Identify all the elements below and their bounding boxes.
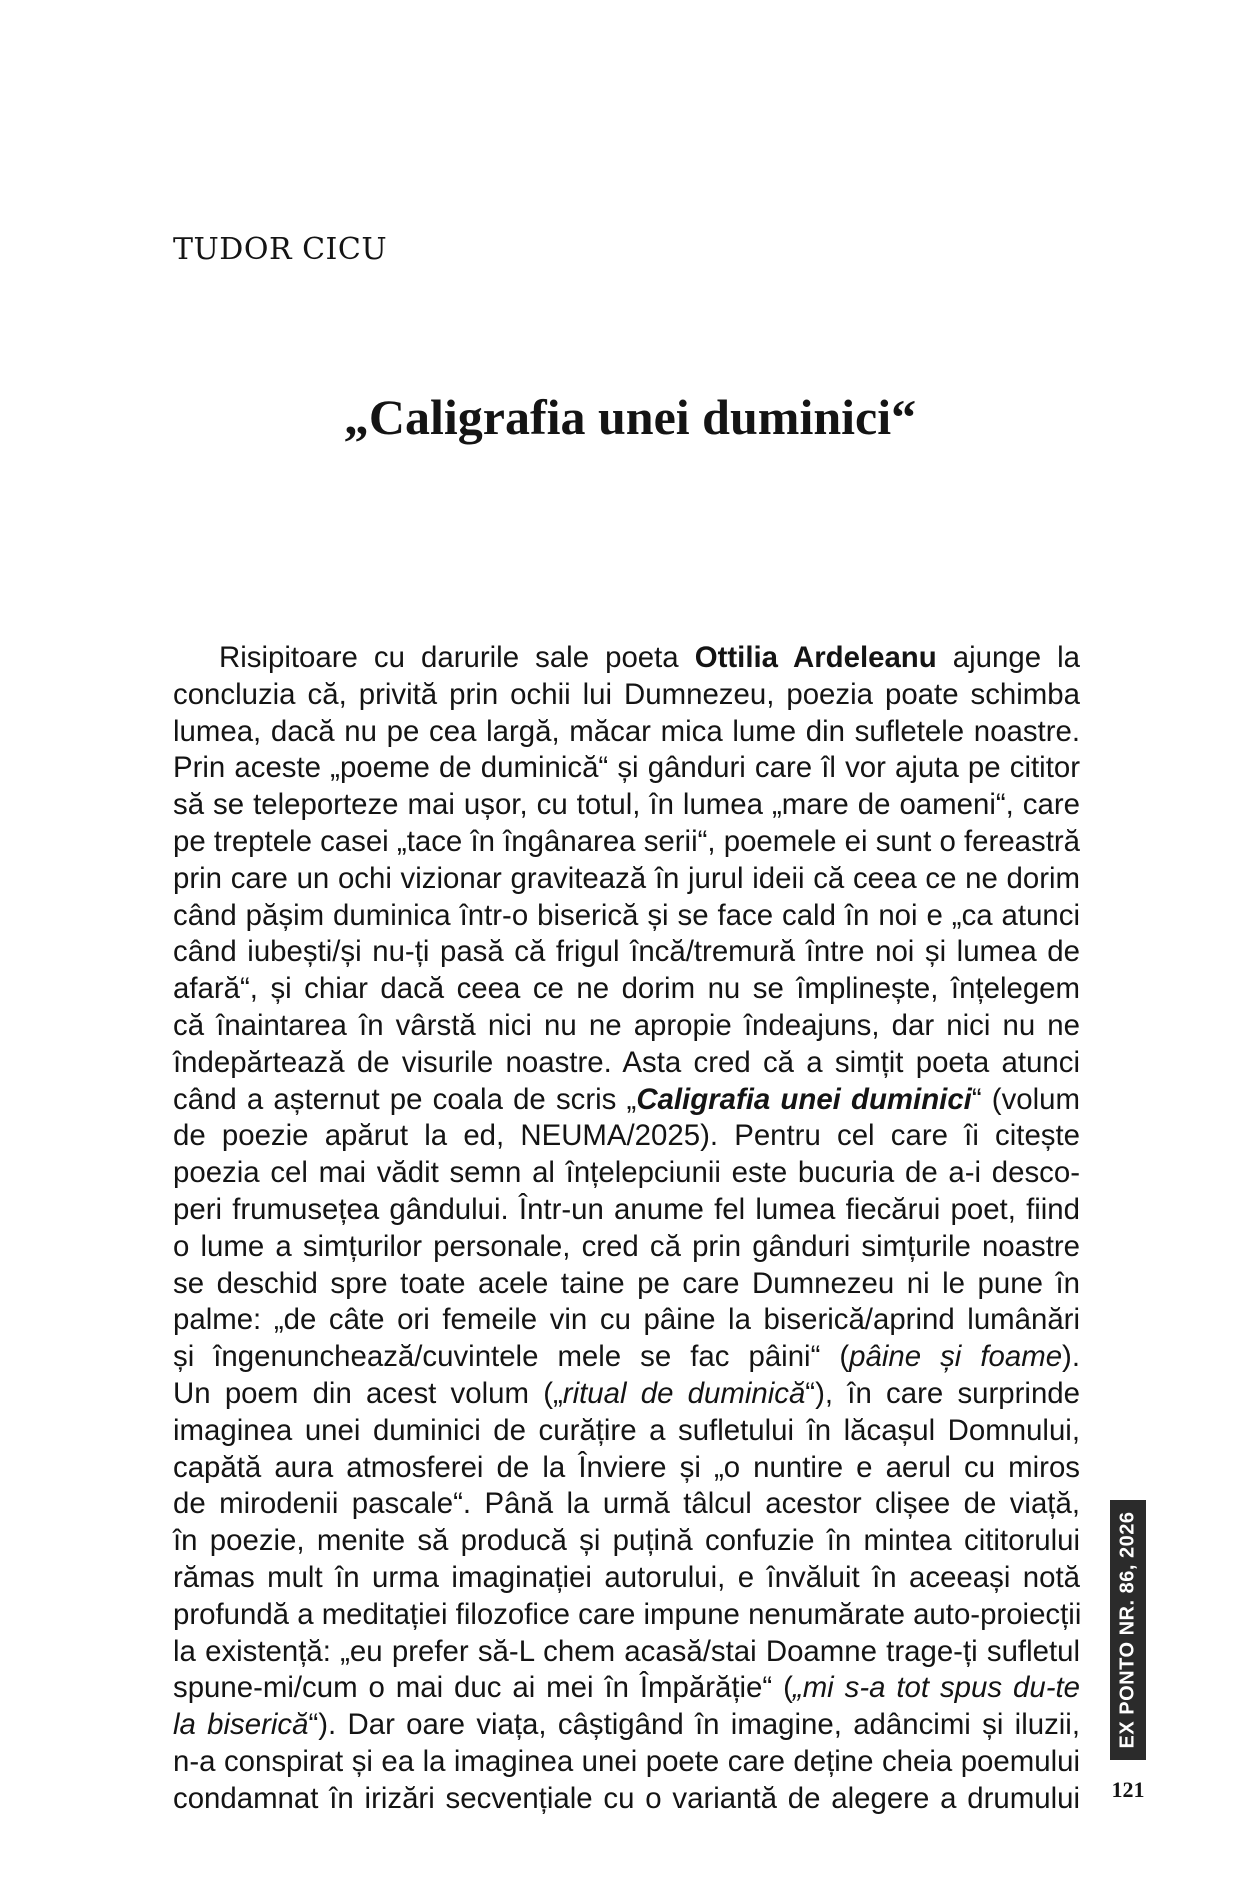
text-run: “ (volum <box>971 1082 1080 1116</box>
body-line <box>173 1597 1080 1634</box>
text-run: de poezie apărut la ed, NEUMA/2025). Pentru cel care îi citește <box>173 1119 1080 1153</box>
emphasis-text: Caligrafia unei duminici <box>636 1082 972 1116</box>
text-run: să se teleporteze mai ușor, cu totul, în lumea „mare de oameni“, care <box>173 788 1080 822</box>
page-number: 121 <box>1111 1777 1145 1802</box>
text-run: ajunge la <box>936 641 1080 674</box>
text-run: capătă aura atmosferei de la Înviere și „o nuntire e aerul cu miros <box>173 1450 1080 1484</box>
text-run: Prin aceste „poeme de duminică“ și gânduri care îl vor ajuta pe cititor <box>173 751 1080 785</box>
text-run: condamnat în irizări secvențiale cu o variantă de alegere a drumului <box>173 1781 1080 1815</box>
body-line <box>173 1339 1080 1376</box>
text-run: se deschid spre toate acele taine pe care Dumnezeu ni le pune în <box>173 1266 1080 1300</box>
body-line <box>173 1413 1080 1450</box>
body-line <box>173 750 1080 787</box>
body-line <box>173 640 1080 677</box>
body-line <box>173 1155 1080 1192</box>
text-run: că înaintarea în vârstă nici nu ne apropie îndeajuns, dar nici nu ne <box>173 1008 1080 1042</box>
body-line <box>173 1634 1080 1671</box>
text-run: rămas mult în urma imaginației autorului, e învăluit în aceeași notă <box>173 1560 1080 1594</box>
journal-issue-label: EX PONTO NR. 86, 2026 <box>1116 1511 1139 1749</box>
body-line <box>173 1376 1080 1413</box>
journal-sidebar-tab <box>1110 1500 1146 1760</box>
body-line <box>173 1707 1080 1744</box>
body-line <box>173 1523 1080 1560</box>
body-line <box>173 1266 1080 1303</box>
text-run: spune-mi/cum o mai duc ai mei în Împărăție“ ( <box>173 1671 793 1705</box>
body-line <box>173 714 1080 751</box>
body-line <box>173 1229 1080 1266</box>
text-run: lumea, dacă nu pe cea largă, măcar mica lume din sufletele noastre. <box>173 714 1080 748</box>
text-run: poezia cel mai vădit semn al înțelepciunii este bucuria de a-i desco- <box>173 1156 1080 1190</box>
body-line <box>173 787 1080 824</box>
text-run: imaginea unei duminici de curățire a sufletului în lăcașul Domnului, <box>173 1413 1080 1447</box>
text-run: ). <box>1062 1340 1080 1374</box>
text-run: peri frumusețea gândului. Într-un anume fel lumea fiecărui poet, fiind <box>173 1192 1080 1226</box>
text-run: când pășim duminica într-o biserică și se face cald în noi e „ca atunci <box>173 898 1080 932</box>
body-line <box>173 1486 1080 1523</box>
text-run: și îngenunchează/cuvintele mele se fac pâini“ ( <box>173 1340 850 1374</box>
body-line <box>173 1781 1080 1818</box>
body-line <box>173 971 1080 1008</box>
text-run: palme: „de câte ori femeile vin cu pâine la biserică/aprind lumânări <box>173 1303 1080 1337</box>
emphasis-text: pâine și foame <box>849 1340 1063 1374</box>
text-run: “). Dar oare viața, câștigând în imagine, adâncimi și iluzii, <box>308 1708 1080 1742</box>
text-run: afară“, și chiar dacă ceea ce ne dorim nu se împlinește, înțelegem <box>173 972 1080 1006</box>
text-run: când a așternut pe coala de scris „ <box>173 1082 637 1116</box>
text-run: n-a conspirat și ea la imaginea unei poete care deține cheia poemului <box>173 1744 1080 1778</box>
text-run: o lume a simțurilor personale, cred că prin gânduri simțurile noastre <box>173 1229 1080 1263</box>
body-line <box>173 1192 1080 1229</box>
text-run: îndepărtează de visurile noastre. Asta cred că a simțit poeta atunci <box>173 1045 1080 1079</box>
emphasis-text: la biserică <box>173 1708 309 1742</box>
text-run: concluzia că, privită prin ochii lui Dumnezeu, poezia poate schimba <box>173 677 1080 711</box>
body-line <box>173 677 1080 714</box>
emphasis-text: „mi s-a tot spus du-te <box>792 1671 1080 1705</box>
body-line <box>173 1045 1080 1082</box>
article-body <box>173 640 1080 1818</box>
body-line <box>173 1082 1080 1119</box>
body-line <box>173 1008 1080 1045</box>
body-line <box>173 824 1080 861</box>
text-run: pe treptele casei „tace în îngânarea serii“, poemele ei sunt o fereastră <box>173 824 1080 858</box>
body-line <box>173 1302 1080 1339</box>
text-run: când iubești/și nu-ți pasă că frigul încă/tremură între noi și lumea de <box>173 935 1080 969</box>
body-line <box>173 1744 1080 1781</box>
text-run: în poezie, menite să producă și puțină confuzie în mintea cititorului <box>173 1524 1080 1558</box>
text-run: de mirodenii pascale“. Până la urmă tâlcul acestor clișee de viață, <box>173 1487 1080 1521</box>
text-run: la existență: „eu prefer să-L chem acasă/stai Doamne trage-ți sufletul <box>173 1634 1080 1668</box>
text-run: prin care un ochi vizionar gravitează în jurul ideii că ceea ce ne dorim <box>173 861 1080 895</box>
article-title: „Caligrafia unei duminici“ <box>343 389 917 445</box>
text-run: Un poem din acest volum („ <box>173 1376 563 1410</box>
body-line <box>173 1118 1080 1155</box>
body-line <box>173 861 1080 898</box>
body-line <box>173 934 1080 971</box>
body-line <box>173 898 1080 935</box>
emphasis-text: Ottilia Ardeleanu <box>694 641 937 674</box>
body-line <box>173 1450 1080 1487</box>
emphasis-text: ritual de duminică <box>562 1376 806 1410</box>
text-run: “), în care surprinde <box>805 1376 1080 1410</box>
body-line <box>173 1560 1080 1597</box>
text-run: profundă a meditației filozofice care impune nenumărate auto-proiecții <box>173 1597 1082 1631</box>
author-name: TUDOR CICU <box>173 232 388 267</box>
body-line <box>173 1670 1080 1707</box>
text-run: Risipitoare cu darurile sale poeta <box>219 641 695 674</box>
